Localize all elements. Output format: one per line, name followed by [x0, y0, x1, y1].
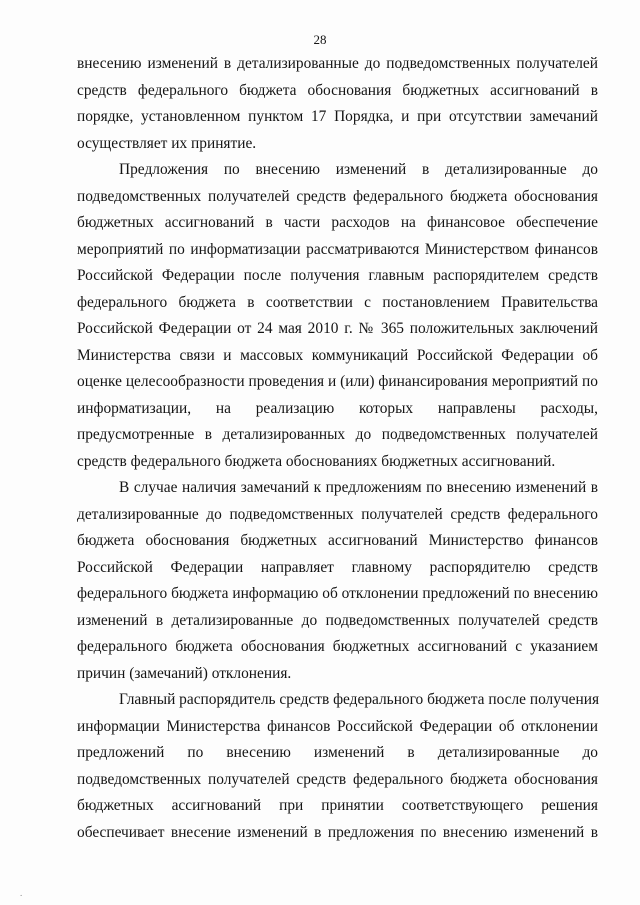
text-line: обеспечивает внесение изменений в предложения по внесению изменений в	[77, 823, 598, 841]
text-line: детализированные до подведомственных получателей средств федерального	[77, 505, 598, 523]
text-line: оценке целесообразности проведения и (или) финансирования мероприятий по	[77, 373, 598, 390]
text-line: порядке, установленном пунктом 17 Порядка, и при отсутствии замечаний	[77, 108, 598, 125]
text-line: Российской Федерации от 24 мая 2010 г. № 365 положительных заключений	[77, 320, 598, 337]
text-line: причин (замечаний) отклонения.	[77, 664, 292, 682]
text-line: средств федерального бюджета обоснования бюджетных ассигнований в	[77, 81, 598, 99]
text-line: федерального бюджета в соответствии с постановлением Правительства	[77, 293, 598, 311]
scan-mark: .	[20, 888, 23, 898]
text-line: Российской Федерации направляет главному распорядителю средств	[77, 558, 598, 576]
paragraph-1	[77, 51, 598, 157]
text-line: средств федерального бюджета обоснованиях бюджетных ассигнований.	[77, 452, 556, 470]
text-line: предусмотренные в детализированных до подведомственных получателей	[77, 426, 598, 443]
text-line: В случае наличия замечаний к предложениям по внесению изменений в	[119, 479, 598, 496]
text-line: осуществляет их принятие.	[77, 134, 257, 152]
text-line: изменений в детализированные до подведомственных получателей средств	[77, 611, 598, 629]
text-line: федерального бюджета информацию об отклонении предложений по внесению	[77, 585, 598, 602]
text-line: бюджета обоснования бюджетных ассигнований Министерство финансов	[77, 532, 598, 549]
text-line: подведомственных получателей средств федерального бюджета обоснования	[77, 187, 598, 205]
paragraph-2	[77, 157, 598, 475]
text-line: Главный распорядитель средств федерального бюджета после получения	[119, 691, 600, 708]
paragraph-3	[77, 475, 598, 687]
text-line: бюджетных ассигнований в части расходов на финансовое обеспечение	[77, 214, 598, 231]
text-line: подведомственных получателей средств федерального бюджета обоснования	[77, 770, 598, 788]
text-line: мероприятий по информатизации рассматриваются Министерством финансов	[77, 240, 598, 258]
body-text	[77, 51, 598, 846]
text-line: Министерства связи и массовых коммуникаций Российской Федерации об	[77, 346, 598, 364]
text-line: информатизации, на реализацию которых направлены расходы,	[77, 399, 598, 417]
paragraph-4	[77, 687, 598, 846]
page-number: 28	[313, 32, 327, 47]
text-line: информации Министерства финансов Российской Федерации об отклонении	[77, 717, 598, 735]
text-line: Российской Федерации после получения главным распорядителем средств	[77, 267, 598, 284]
text-line: Предложения по внесению изменений в детализированные до	[119, 161, 598, 178]
text-line: предложений по внесению изменений в детализированные до	[77, 744, 598, 761]
text-line: бюджетных ассигнований при принятии соответствующего решения	[77, 797, 598, 814]
text-line: внесению изменений в детализированные до подведомственных получателей	[77, 55, 598, 72]
text-line: федерального бюджета обоснования бюджетных ассигнований с указанием	[77, 638, 598, 655]
